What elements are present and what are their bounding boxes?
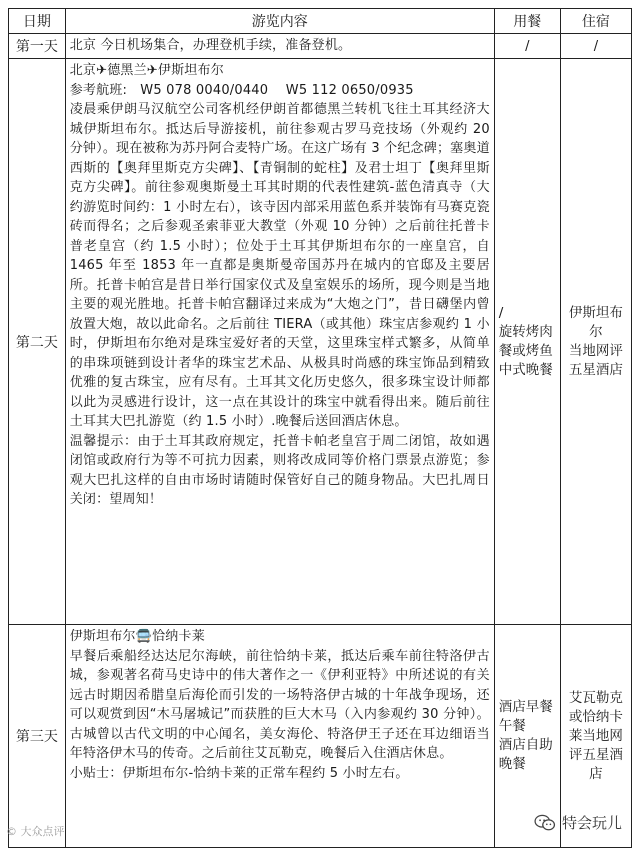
day1-meal: / [494, 34, 560, 59]
header-content: 游览内容 [65, 9, 494, 34]
day2-meal [494, 59, 560, 625]
watermark-right-text: 特会玩儿 [561, 814, 622, 832]
day2-meal-text: / 旋转烤肉餐或烤鱼中式晚餐 [498, 304, 553, 378]
header-row [9, 9, 632, 34]
day3-route: 伊斯坦布尔🚍恰纳卡莱 [69, 629, 205, 644]
day1-label: 第一天 [9, 34, 66, 59]
day3-label: 第三天 [9, 625, 66, 848]
day2-body: 凌晨乘伊朗马汉航空公司客机经伊朗首都德黑兰转机飞往土耳其经济大城伊斯坦布尔。抵达后导游接机，前往参观古罗马竞技场（外观约 20 分钟）。现在被称为苏丹阿合麦特广场。在这广场有 3 个纪念碑；塞奥道西斯的【奥拜里斯克方尖碑】、【青铜制的蛇柱】及君士坦丁【奥拜里斯克方尖碑】。前往参观奥斯曼土耳其时期的代表性建筑-蓝色清真寺（大约游览时间约：1 小时左右），该寺因内部采用蓝色系并装饰有马赛克瓷砖而得名；之后参观圣索菲亚大教堂（外观 10 分钟）之后前往托普卡普老皇宫（约 1.5 小时）；位处于土耳其伊斯坦布尔的一座皇宫，自 1465 年至 1853 年一直都是奥斯曼帝国苏丹在城内的官邸及主要居所。托普卡帕宫是昔日举行国家仪式及皇室娱乐的场所，现今则是当地主要的观光胜地。托普卡帕宫翻译过来成为“大炮之门”，昔日礴堡内曾放置大炮，故以此命名。之后前往 TIERA（或其他）珠宝店参观约 1 小时，伊斯坦布尔绝对是珠宝爱好者的天堂，这里珠宝样式繁多，从简单的串珠项链到设计者华的珠宝艺术品、从极具时尚感的珠宝饰品到精致优雅的复古珠宝，应有尽有。土耳其文化历史悠久，很多珠宝设计师都以此为灵感进行设计，这一点在其设计的珠宝中就看得出来。随后前往土耳其大巴扎游览（约 1.5 小时）.晚餐后送回酒店休息。 [69, 102, 490, 429]
day2-tips: 温馨提示：由于土耳其政府规定，托普卡帕老皇宫于周二闭馆，故如遇闭馆或政府行为等不可抗力因素，则将改成同等价格门票景点游览；参观大巴扎这样的自由市场时请随时保管好自己的随身物品。大巴扎周日关闭：望周知！ [69, 433, 490, 507]
day2-stay-text: 伊斯坦布尔 当地网评五星酒店 [568, 304, 623, 378]
header-meal: 用餐 [494, 9, 560, 34]
header-stay: 住宿 [560, 9, 631, 34]
wechat-icon [534, 814, 556, 832]
day2-content [65, 59, 494, 625]
day3-meal-text: 酒店早餐 午餐 酒店自助晚餐 [498, 699, 553, 772]
day1-content [65, 34, 494, 59]
day2-flight: 参考航班: W5 078 0040/0440 W5 112 0650/0935 [69, 82, 414, 98]
watermark-left: © 大众点评 [6, 825, 65, 838]
day1-row [9, 34, 632, 59]
day2-route: 北京✈德黑兰✈伊斯坦布尔 [69, 63, 224, 78]
day1-stay: / [560, 34, 631, 59]
header-day: 日期 [9, 9, 66, 34]
day2-label: 第二天 [9, 59, 66, 625]
watermark-right [534, 812, 622, 833]
day3-content [65, 625, 494, 848]
day3-body: 早餐后乘船经达达尼尔海峡，前往恰纳卡莱，抵达后乘车前往特洛伊古城，参观著名荷马史诗中的伟大著作之一《伊利亚特》中所述说的有关远古时期因希腊皇后海伦而引发的一场特洛伊古城的十年战争现场，还可以观赏到因“木马屠城记”而获胜的巨大木马（入内参观约 30 分钟）。古城曾以古代文明的中心闻名，美女海伦、特洛伊王子还在耳边细语当年特洛伊木马的传奇。之后前往艾瓦勒克，晚餐后入住酒店休息。 [69, 648, 490, 761]
day2-row [9, 59, 632, 625]
itinerary-table [8, 8, 632, 848]
day3-stay-text: 艾瓦勒克或恰纳卡莱当地网评五星酒店 [568, 689, 623, 782]
day3-tips: 小贴士：伊斯坦布尔-恰纳卡莱的正常车程约 5 小时左右。 [69, 765, 409, 781]
day1-text: 北京 今日机场集合，办理登机手续，准备登机。 [69, 38, 352, 54]
day2-stay [560, 59, 631, 625]
